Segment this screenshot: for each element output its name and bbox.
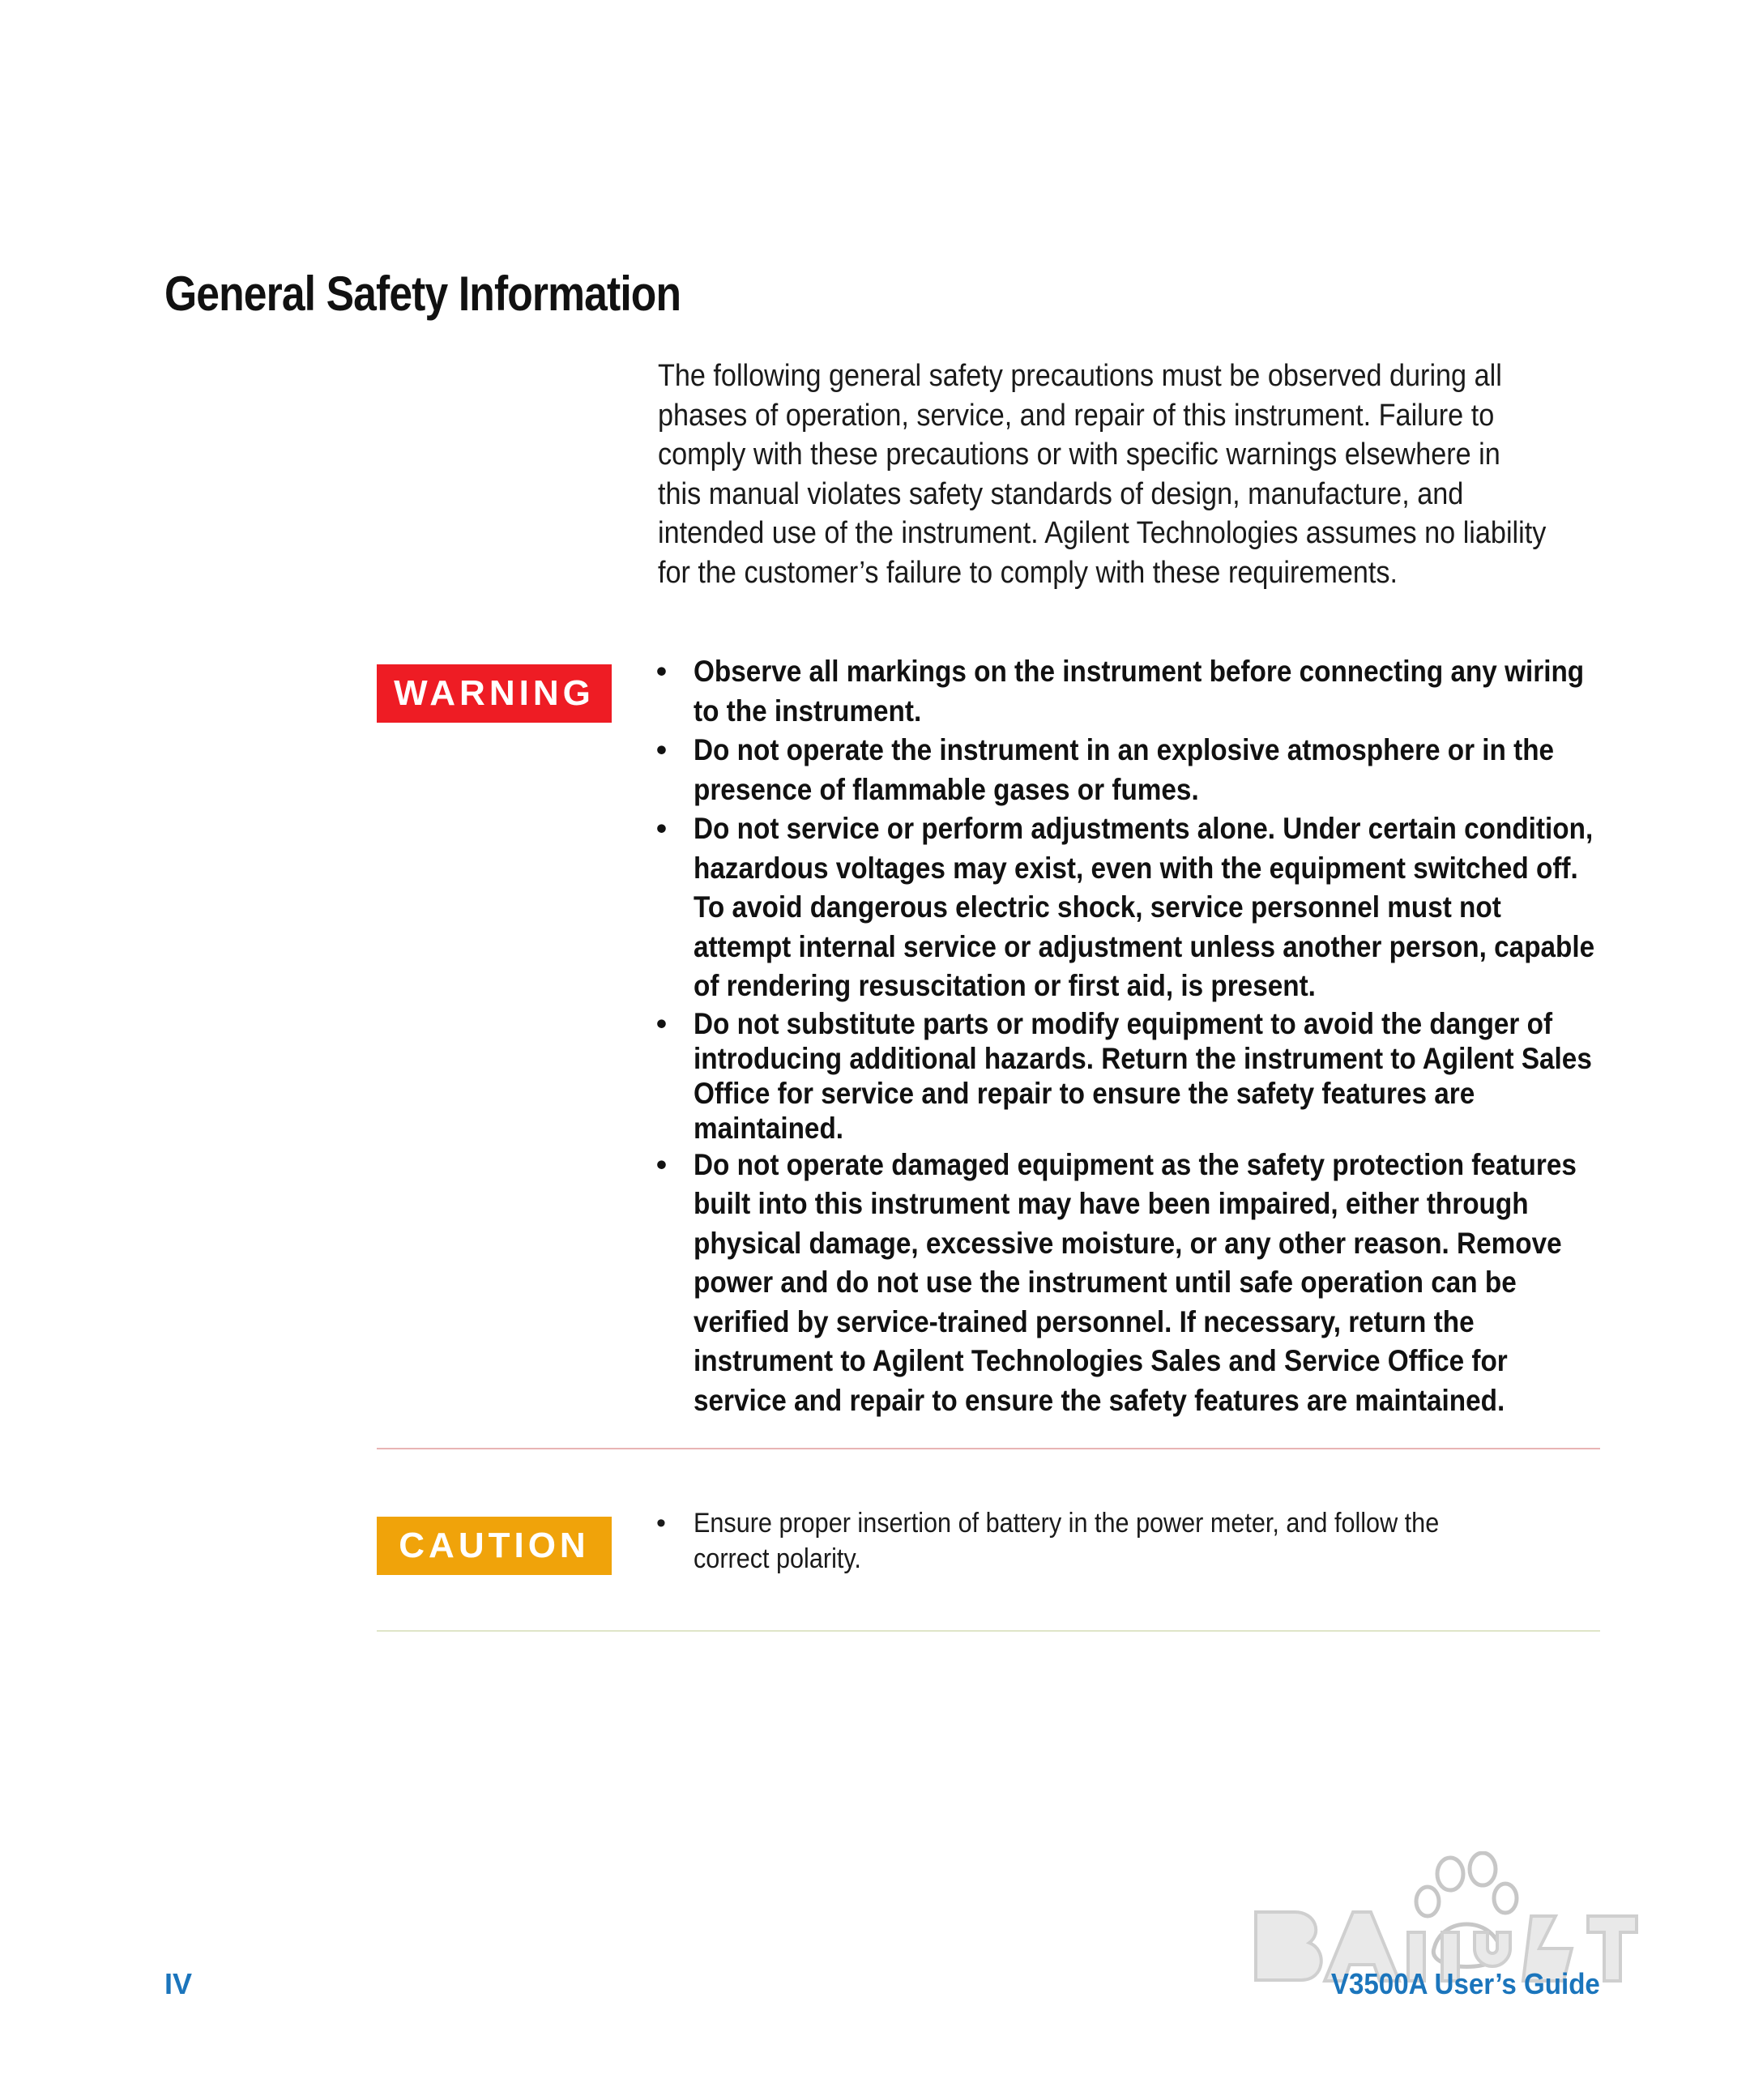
warning-item: [656, 652, 1604, 731]
baidu-watermark-logo: [1248, 1851, 1661, 2054]
caution-label: CAUTION: [377, 1517, 612, 1575]
warning-label: WARNING: [377, 664, 612, 723]
caution-divider: [377, 1630, 1600, 1632]
page-title: General Safety Information: [164, 267, 681, 321]
warning-item-text: Do not substitute parts or modify equipment to avoid the danger of introducing additional hazards. Return the instrument to Agilent Sales Office for service and repair to ensure the safety features are maintained.: [694, 1006, 1592, 1145]
guide-title: V3500A User’s Guide: [1331, 1967, 1600, 2000]
bullet-icon: •: [656, 812, 667, 845]
warning-item: [656, 1006, 1604, 1146]
page-number: IV: [164, 1967, 193, 2000]
warning-divider: [377, 1448, 1600, 1449]
bullet-icon: •: [656, 655, 667, 688]
warning-item-text: Do not operate damaged equipment as the safety protection features built into this instrument may have been impaired, either through physical damage, excessive moisture, or any other reason. Remove power and do not use the instrument until safe operation can be verified by service-trained personnel. If necessary, return the instrument to Agilent Technologies Sales and Service Office for service and repair to ensure the safety features are maintained.: [694, 1147, 1577, 1417]
caution-list: [656, 1505, 1515, 1577]
warning-item-text: Observe all markings on the instrument before connecting any wiring to the instrument.: [694, 655, 1585, 728]
bullet-icon: •: [656, 733, 667, 766]
warning-item-text: Do not operate the instrument in an explosive atmosphere or in the presence of flammable gases or fumes.: [694, 733, 1555, 806]
caution-item: [656, 1505, 1515, 1577]
bullet-icon: •: [656, 1006, 667, 1040]
bullet-icon: •: [656, 1147, 667, 1181]
caution-item-text: Ensure proper insertion of battery in the power meter, and follow the correct polarity.: [694, 1508, 1440, 1574]
warning-item: [656, 1146, 1604, 1421]
warning-item: [656, 731, 1604, 809]
warning-item: [656, 809, 1604, 1006]
warning-item-text: Do not service or perform adjustments alone. Under certain condition, hazardous voltages may exist, even with the equipment switched off. To avoid dangerous electric shock, service personnel must not attempt internal service or adjustment unless another person, capable of rendering resuscitation or first aid, is present.: [694, 812, 1595, 1002]
warning-list: [656, 652, 1604, 1420]
bullet-icon: •: [656, 1508, 666, 1539]
intro-paragraph: The following general safety precautions must be observed during all phases of operation, service, and repair of this instrument. Failure to comply with these precautions or with specific warnings elsewhere in this manual violates safety standards of design, manufacture, and intended use of the instrument. Agilent Technologies assumes no liability for the customer’s failure to comply with these requirements.: [658, 359, 1547, 590]
